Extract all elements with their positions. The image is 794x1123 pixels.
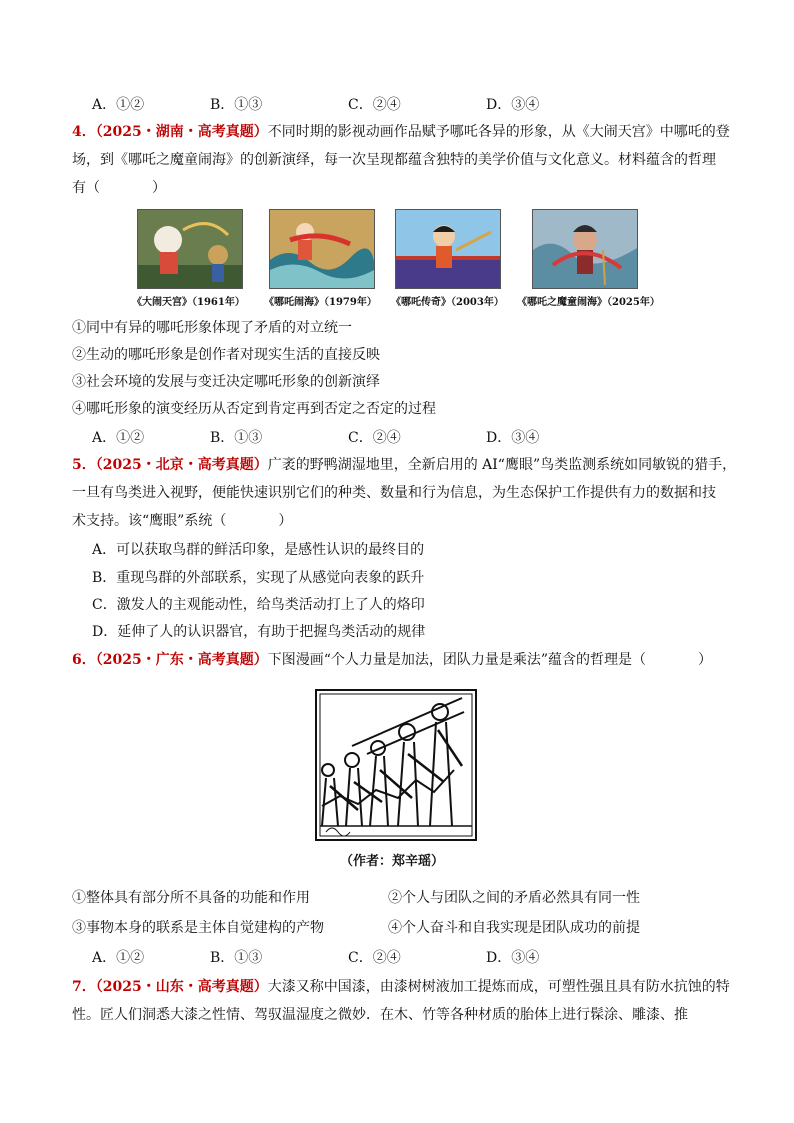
q3-option-c[interactable]: C．②④: [348, 97, 401, 113]
q4-option-d[interactable]: D．③④: [486, 430, 540, 446]
still-nezha-chuanqi: [395, 209, 501, 289]
q5-stem-text3: 术支持。该“鹰眼”系统（: [72, 513, 227, 529]
q5-stem-line1: [72, 455, 736, 475]
q3-option-b[interactable]: B．①③: [210, 97, 263, 113]
q5-option-a[interactable]: A．可以获取鸟群的鲜活印象，是感性认识的最终目的: [92, 542, 425, 558]
q5-option-b[interactable]: B．重现鸟群的外部联系，实现了从感觉向表象的跃升: [92, 570, 425, 586]
caption-nezha-naohai: 《哪吒闹海》（1979年）: [264, 297, 377, 308]
caption-nezha-motong-naohai: 《哪吒之魔童闹海》（2025年）: [517, 297, 660, 308]
q7-source: （2025・山东・高考真题）: [95, 979, 268, 995]
q6-stem: [72, 650, 712, 670]
q5-stem-line3: [72, 511, 292, 531]
still-danao-tiangong: [137, 209, 243, 289]
q4-statement-2: ②生动的哪吒形象是创作者对现实生活的直接反映: [72, 347, 380, 363]
caption-danao-tiangong: 《大闹天宫》（1961年）: [132, 297, 245, 308]
q5-stem-line2: 一旦有鸟类进入视野，便能快速识别它们的种类、数量和行为信息，为生态保护工作提供有力的数据和技: [72, 485, 716, 501]
q3-option-a[interactable]: A．①②: [92, 97, 145, 113]
q4-stem-close: ）: [152, 180, 166, 196]
q4-statement-4: ④哪吒形象的演变经历从否定到肯定再到否定之否定的过程: [72, 401, 436, 417]
q4-option-c[interactable]: C．②④: [348, 430, 401, 446]
q7-stem-line1: [72, 977, 730, 997]
still-nezha-naohai: [269, 209, 375, 289]
q4-source: （2025・湖南・高考真题）: [95, 124, 268, 140]
q6-stem-text: 下图漫画“个人力量是加法，团队力量是乘法”蕴含的哲理是（: [267, 652, 647, 668]
q6-statement-2: ②个人与团队之间的矛盾必然具有同一性: [388, 890, 640, 906]
q4-stem-line3: [72, 178, 166, 198]
q6-option-b[interactable]: B．①③: [210, 950, 263, 966]
q4-option-a[interactable]: A．①②: [92, 430, 145, 446]
cartoon-author-caption: （作者：郑辛瑶）: [340, 854, 445, 869]
q7-stem-text1: 大漆又称中国漆，由漆树树液加工提炼而成，可塑性强且具有防水抗蚀的特: [267, 979, 730, 995]
q4-option-b[interactable]: B．①③: [210, 430, 263, 446]
q4-statement-3: ③社会环境的发展与变迁决定哪吒形象的创新演绎: [72, 374, 380, 390]
q6-option-d[interactable]: D．③④: [486, 950, 540, 966]
q6-source: （2025・广东・高考真题）: [95, 652, 268, 668]
q7-number: 7．: [72, 979, 96, 995]
q4-stem-line1: [72, 122, 730, 142]
q4-stem-text1: 不同时期的影视动画作品赋予哪吒各异的形象，从《大闹天宫》中哪吒的登: [267, 124, 730, 140]
q6-option-a[interactable]: A．①②: [92, 950, 145, 966]
q6-statement-4: ④个人奋斗和自我实现是团队成功的前提: [388, 920, 640, 936]
q4-stem-text3: 有（: [72, 180, 100, 196]
q4-number: 4．: [72, 124, 96, 140]
q5-option-c[interactable]: C．激发人的主观能动性，给鸟类活动打上了人的烙印: [92, 597, 425, 613]
team-cartoon: [312, 686, 480, 844]
q6-statement-1: ①整体具有部分所不具备的功能和作用: [72, 890, 310, 906]
q5-number: 5．: [72, 457, 96, 473]
q4-stem-line2: 场，到《哪吒之魔童闹海》的创新演绎，每一次呈现都蕴含独特的美学价值与文化意义。材料蕴含的哲理: [72, 152, 716, 168]
q5-source: （2025・北京・高考真题）: [95, 457, 268, 473]
q3-option-d[interactable]: D．③④: [486, 97, 540, 113]
q7-stem-line2: 性。匠人们洞悉大漆之性情、驾驭温湿度之微妙．在木、竹等各种材质的胎体上进行髹涂、雕漆、推: [72, 1007, 688, 1023]
q6-statement-3: ③事物本身的联系是主体自觉建构的产物: [72, 920, 324, 936]
q5-option-d[interactable]: D．延伸了人的认识器官，有助于把握鸟类活动的规律: [92, 624, 426, 640]
q5-stem-text1: 广袤的野鸭湖湿地里，全新启用的 AI“鹰眼”鸟类监测系统如同敏锐的猎手，: [267, 457, 737, 473]
q6-stem-close: ）: [698, 652, 713, 668]
q4-statement-1: ①同中有异的哪吒形象体现了矛盾的对立统一: [72, 320, 352, 336]
q6-number: 6．: [72, 652, 96, 668]
q5-stem-close: ）: [278, 513, 293, 529]
q6-option-c[interactable]: C．②④: [348, 950, 401, 966]
caption-nezha-chuanqi: 《哪吒传奇》（2003年）: [391, 297, 504, 308]
still-nezha-motong-naohai: [532, 209, 638, 289]
